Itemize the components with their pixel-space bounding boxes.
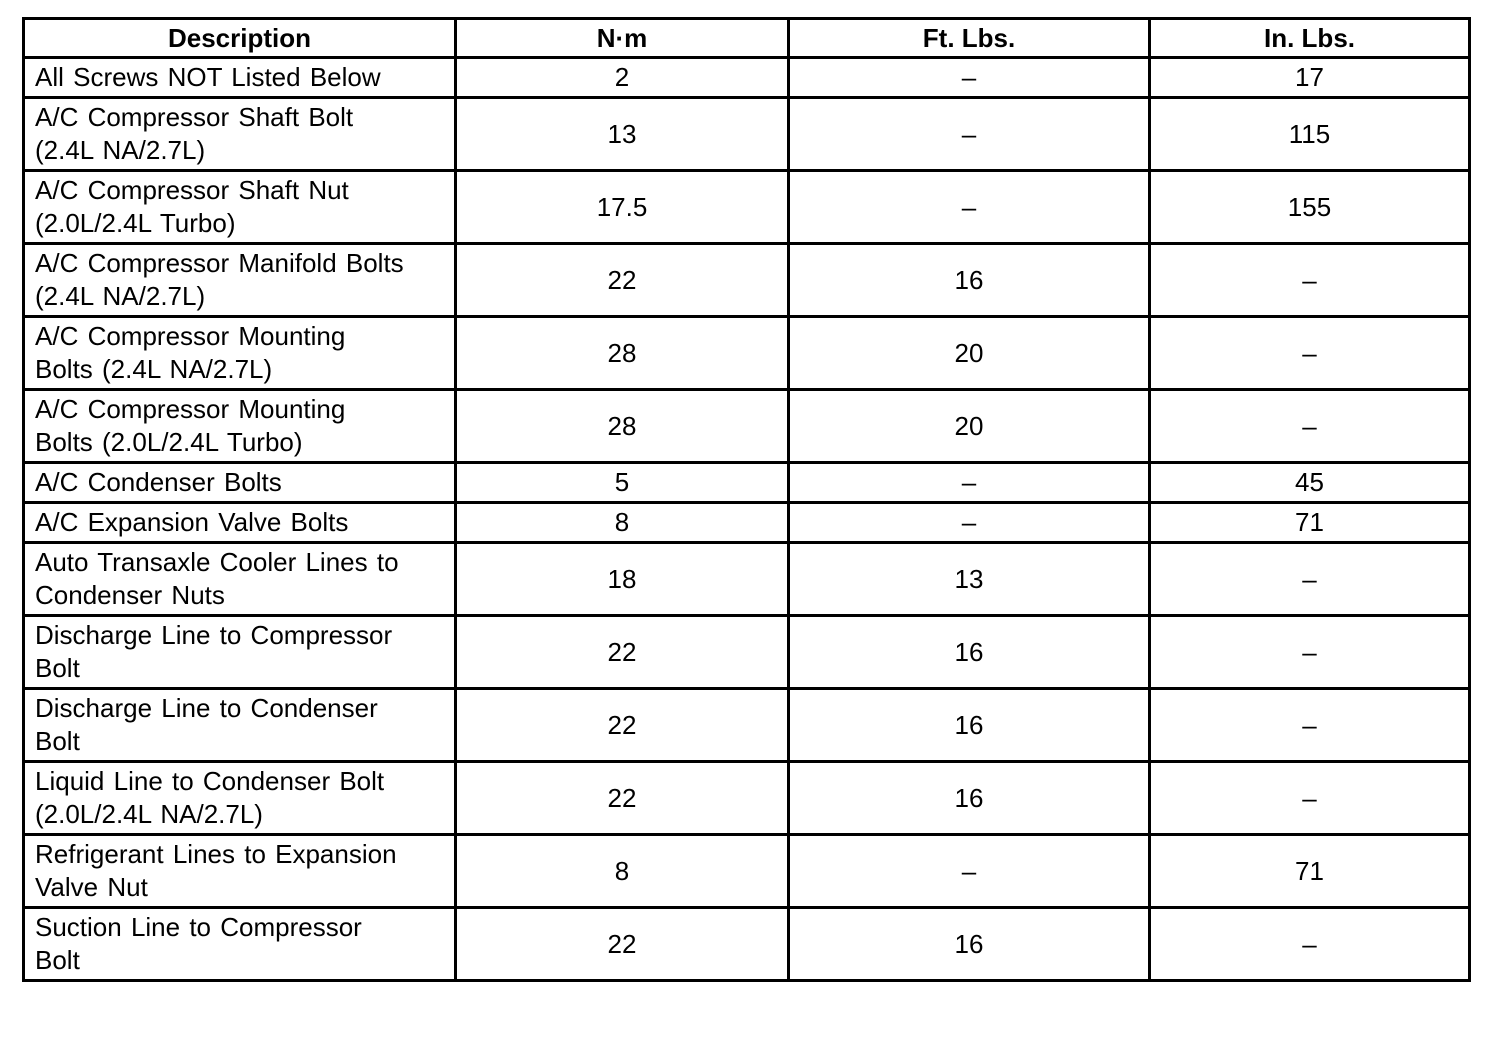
in-lbs-value-cell: – — [1150, 908, 1470, 981]
description-line: Refrigerant Lines to Expansion — [35, 839, 397, 869]
ft-lbs-value-cell: – — [789, 58, 1150, 98]
description-cell — [24, 390, 456, 463]
description-cell — [24, 463, 456, 503]
description-cell — [24, 908, 456, 981]
description-line: Valve Nut — [35, 872, 148, 902]
description-line: (2.4L NA/2.7L) — [35, 281, 206, 311]
ft-lbs-value-cell: 16 — [789, 689, 1150, 762]
description-line: (2.4L NA/2.7L) — [35, 135, 206, 165]
table-body — [24, 58, 1470, 981]
description-line: A/C Compressor Mounting — [35, 321, 346, 351]
table-row — [24, 58, 1470, 98]
nm-value-cell: 22 — [456, 689, 789, 762]
header-row — [24, 19, 1470, 58]
description-line: A/C Compressor Mounting — [35, 394, 346, 424]
table-row — [24, 503, 1470, 543]
ft-lbs-value-cell: – — [789, 171, 1150, 244]
in-lbs-value-cell: – — [1150, 616, 1470, 689]
description-line: Suction Line to Compressor — [35, 912, 362, 942]
description-cell — [24, 171, 456, 244]
nm-value-cell: 22 — [456, 244, 789, 317]
description-cell — [24, 616, 456, 689]
description-line: Bolts (2.4L NA/2.7L) — [35, 354, 273, 384]
ft-lbs-value-cell: 16 — [789, 244, 1150, 317]
description-line: Bolt — [35, 653, 80, 683]
description-line: A/C Compressor Shaft Nut — [35, 175, 349, 205]
description-line: All Screws NOT Listed Below — [35, 62, 381, 92]
description-cell — [24, 835, 456, 908]
description-line: A/C Expansion Valve Bolts — [35, 507, 349, 537]
description-line: Auto Transaxle Cooler Lines to — [35, 547, 399, 577]
header-in-lbs: In. Lbs. — [1150, 19, 1470, 58]
description-cell — [24, 543, 456, 616]
header-ft-lbs: Ft. Lbs. — [789, 19, 1150, 58]
description-cell — [24, 58, 456, 98]
ft-lbs-value-cell: 16 — [789, 908, 1150, 981]
table-row — [24, 244, 1470, 317]
table-row — [24, 463, 1470, 503]
description-line: A/C Compressor Shaft Bolt — [35, 102, 354, 132]
in-lbs-value-cell: – — [1150, 317, 1470, 390]
nm-value-cell: 13 — [456, 98, 789, 171]
table-header — [24, 19, 1470, 58]
table-row — [24, 390, 1470, 463]
ft-lbs-value-cell: 16 — [789, 762, 1150, 835]
ft-lbs-value-cell: – — [789, 463, 1150, 503]
in-lbs-value-cell: 71 — [1150, 835, 1470, 908]
ft-lbs-value-cell: – — [789, 503, 1150, 543]
ft-lbs-value-cell: 16 — [789, 616, 1150, 689]
in-lbs-value-cell: – — [1150, 689, 1470, 762]
ft-lbs-value-cell: 13 — [789, 543, 1150, 616]
in-lbs-value-cell: – — [1150, 543, 1470, 616]
nm-value-cell: 22 — [456, 616, 789, 689]
table-row — [24, 98, 1470, 171]
in-lbs-value-cell: 115 — [1150, 98, 1470, 171]
ft-lbs-value-cell: – — [789, 835, 1150, 908]
table-row — [24, 543, 1470, 616]
in-lbs-value-cell: – — [1150, 762, 1470, 835]
nm-value-cell: 22 — [456, 908, 789, 981]
ft-lbs-value-cell: 20 — [789, 390, 1150, 463]
header-description: Description — [24, 19, 456, 58]
table-row — [24, 317, 1470, 390]
description-line: (2.0L/2.4L Turbo) — [35, 208, 236, 238]
in-lbs-value-cell: – — [1150, 390, 1470, 463]
torque-spec-table — [22, 17, 1471, 982]
description-cell — [24, 503, 456, 543]
table-row — [24, 171, 1470, 244]
description-line: A/C Compressor Manifold Bolts — [35, 248, 404, 278]
description-line: Bolts (2.0L/2.4L Turbo) — [35, 427, 303, 457]
nm-value-cell: 8 — [456, 503, 789, 543]
in-lbs-value-cell: 45 — [1150, 463, 1470, 503]
nm-value-cell: 5 — [456, 463, 789, 503]
ft-lbs-value-cell: 20 — [789, 317, 1150, 390]
in-lbs-value-cell: 71 — [1150, 503, 1470, 543]
table-row — [24, 908, 1470, 981]
table-row — [24, 616, 1470, 689]
nm-value-cell: 18 — [456, 543, 789, 616]
table-row — [24, 835, 1470, 908]
description-line: Discharge Line to Condenser — [35, 693, 378, 723]
in-lbs-value-cell: 17 — [1150, 58, 1470, 98]
description-line: Condenser Nuts — [35, 580, 225, 610]
description-line: (2.0L/2.4L NA/2.7L) — [35, 799, 263, 829]
description-line: Bolt — [35, 726, 80, 756]
description-cell — [24, 317, 456, 390]
description-cell — [24, 98, 456, 171]
in-lbs-value-cell: 155 — [1150, 171, 1470, 244]
table-row — [24, 762, 1470, 835]
nm-value-cell: 17.5 — [456, 171, 789, 244]
nm-value-cell: 8 — [456, 835, 789, 908]
nm-value-cell: 22 — [456, 762, 789, 835]
nm-value-cell: 28 — [456, 390, 789, 463]
ft-lbs-value-cell: – — [789, 98, 1150, 171]
description-line: Bolt — [35, 945, 80, 975]
description-cell — [24, 762, 456, 835]
table-row — [24, 689, 1470, 762]
nm-value-cell: 28 — [456, 317, 789, 390]
description-line: Discharge Line to Compressor — [35, 620, 393, 650]
description-line: A/C Condenser Bolts — [35, 467, 282, 497]
description-line: Liquid Line to Condenser Bolt — [35, 766, 385, 796]
description-cell — [24, 244, 456, 317]
nm-value-cell: 2 — [456, 58, 789, 98]
description-cell — [24, 689, 456, 762]
header-nm: N·m — [456, 19, 789, 58]
in-lbs-value-cell: – — [1150, 244, 1470, 317]
